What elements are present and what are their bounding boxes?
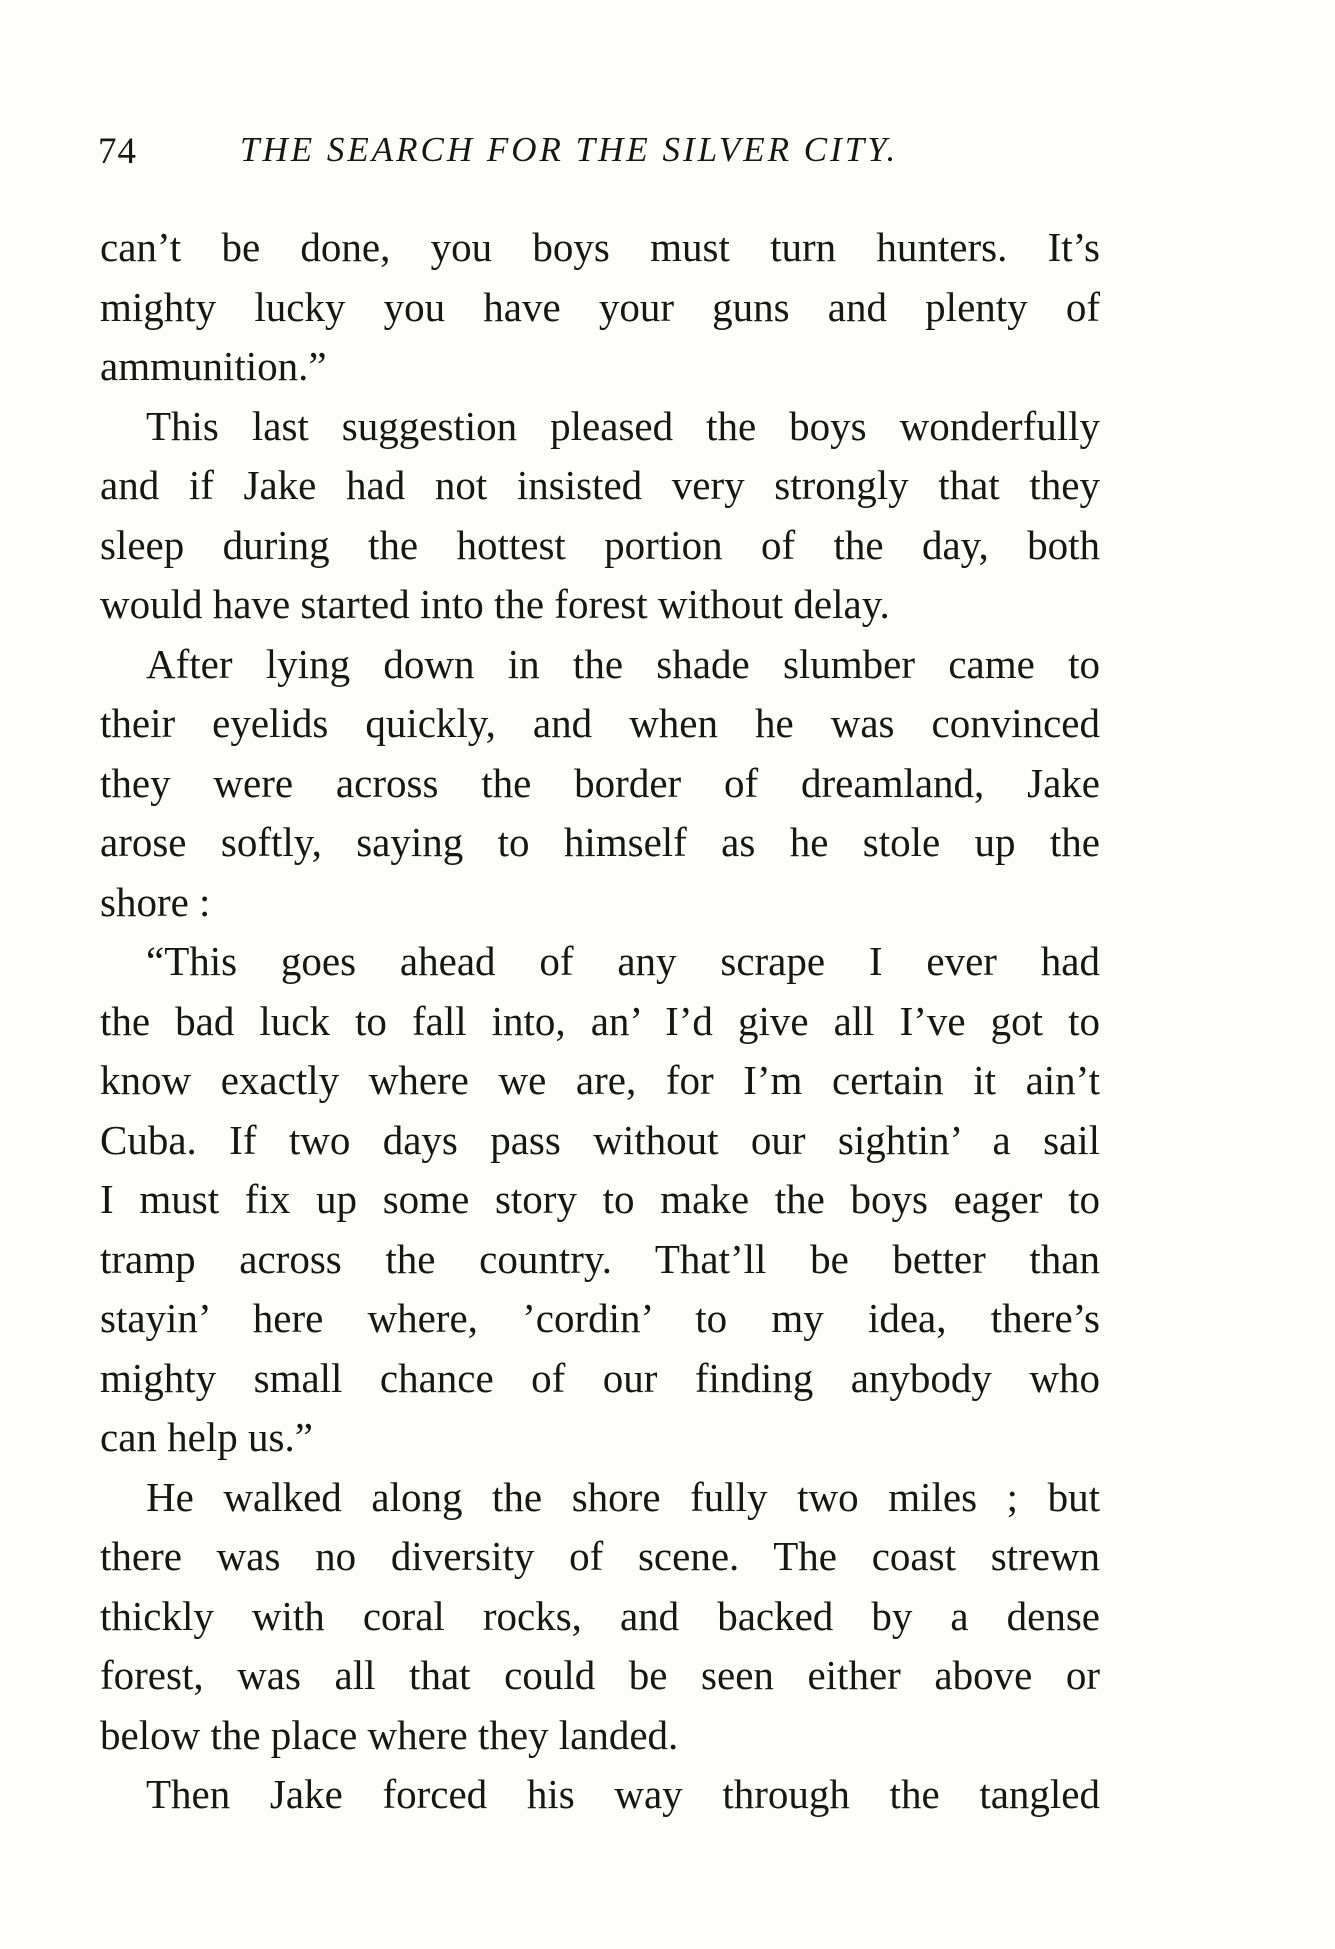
text-line: below the place where they landed.: [100, 1711, 679, 1758]
text-line: ammunition.”: [100, 343, 327, 389]
text-line: the bad luck to fall into, an’ I’d give all I’ve got to: [100, 997, 1100, 1044]
page-header: [98, 130, 1098, 180]
text-line: they were across the border of dreamland, Jake: [100, 759, 1100, 806]
text-line: stayin’ here where, ’cordin’ to my idea, there’s: [100, 1295, 1100, 1341]
text-line: mighty small chance of our finding anybody who: [100, 1354, 1100, 1401]
text-line: After lying down in the shade slumber came to: [146, 640, 1100, 687]
text-line: Cuba. If two days pass without our sightin’ a sail: [100, 1116, 1100, 1163]
text-line: tramp across the country. That’ll be better than: [100, 1235, 1100, 1282]
text-line: there was no diversity of scene. The coast strewn: [100, 1533, 1100, 1579]
text-line: sleep during the hottest portion of the day, both: [100, 521, 1100, 568]
text-line: arose softly, saying to himself as he stole up the: [100, 819, 1100, 865]
text-line: their eyelids quickly, and when he was convinced: [100, 700, 1100, 746]
text-line: He walked along the shore fully two miles ; but: [146, 1473, 1100, 1520]
text-line: This last suggestion pleased the boys wonderfully: [146, 402, 1100, 449]
text-line: mighty lucky you have your guns and plenty of: [100, 283, 1100, 330]
text-line: know exactly where we are, for I’m certain it ain’t: [100, 1057, 1100, 1103]
text-line: Then Jake forced his way through the tangled: [146, 1771, 1100, 1817]
text-line: can’t be done, you boys must turn hunters. It’s: [100, 224, 1100, 270]
text-line: “This goes ahead of any scrape I ever had: [146, 938, 1100, 984]
text-line: can help us.”: [100, 1414, 313, 1460]
text-line: and if Jake had not insisted very strongly that they: [100, 462, 1100, 508]
text-line: I must fix up some story to make the boys eager to: [100, 1176, 1100, 1222]
text-line: thickly with coral rocks, and backed by a dense: [100, 1592, 1100, 1639]
text-line: forest, was all that could be seen either above or: [100, 1652, 1100, 1698]
text-line: would have started into the forest without delay.: [100, 581, 890, 627]
page-number: 74: [98, 131, 137, 172]
body-text: [100, 218, 1100, 1825]
running-head: THE SEARCH FOR THE SILVER CITY.: [240, 130, 899, 169]
text-line: shore :: [100, 878, 211, 925]
